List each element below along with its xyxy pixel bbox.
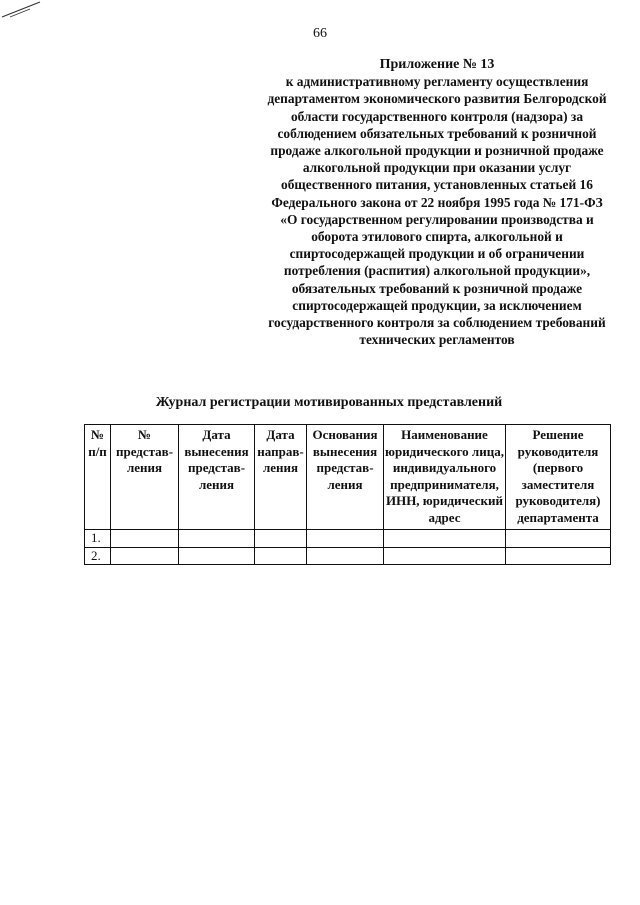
table-cell [384,530,506,548]
column-header-grounds: Основания вынесения представ-ления [307,425,384,530]
table-cell [506,547,611,565]
table-header-row [85,425,611,530]
corner-stroke-mark [0,0,60,20]
appendix-title: Приложение № 13 [379,57,495,72]
table-row [85,530,611,548]
table-cell [179,530,255,548]
journal-title: Журнал регистрации мотивированных представлений [155,395,503,410]
page-number: 66 [313,26,327,41]
column-header-entity-name: Наименование юридического лица, индивидуального предпринимателя, ИНН, юридический адрес [384,425,506,530]
table-cell [384,547,506,565]
table-row [85,547,611,565]
appendix-body: к административному регламенту осуществления департаментом экономического развития Белгородской области государственного контроля (надзора) за соблюдением обязательных требований к розничной продаже алкогольной продукции и розничной продаже алкогольной продукции при оказании услуг общественного питания, установленных статьей 16 Федерального закона от 22 ноября 1995 года № 171-ФЗ «О государственном регулировании производства и оборота этилового спирта, алкогольной и спиртосодержащей продукции и об ограничении потребления (распития) алкогольной продукции», обязательных требований к розничной продаже спиртосодержащей продукции, за исключением государственного контроля за соблюдением требований технических регламентов [267,74,607,348]
column-header-representation-number: № представ-ления [111,425,179,530]
table-cell [307,530,384,548]
table-cell [255,547,307,565]
row-number-cell: 2. [85,547,111,565]
appendix-header [262,56,612,348]
column-header-send-date: Дата направ-ления [255,425,307,530]
table-cell [255,530,307,548]
table-cell [111,530,179,548]
table-cell [307,547,384,565]
row-number-cell: 1. [85,530,111,548]
table-cell [111,547,179,565]
table-cell [506,530,611,548]
table-cell [179,547,255,565]
journal-table [84,424,611,565]
column-header-issue-date: Дата вынесения представ-ления [179,425,255,530]
column-header-decision: Решение руководителя (первого заместителя руководителя) департамента [506,425,611,530]
column-header-number: № п/п [85,425,111,530]
